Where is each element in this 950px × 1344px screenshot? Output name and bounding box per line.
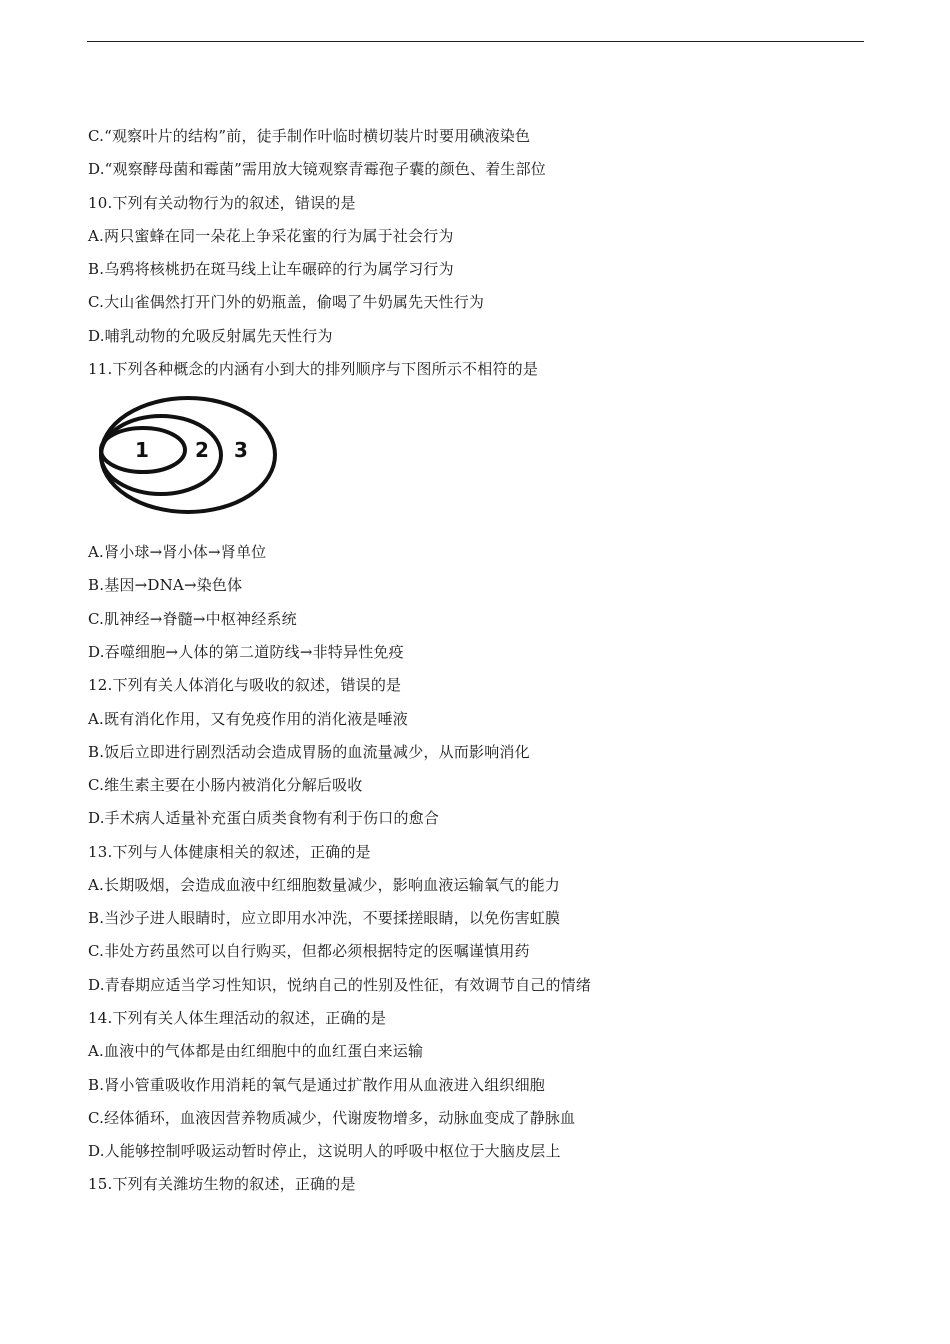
option-13c: C.非处方药虽然可以自行购买，但都必须根据特定的医嘱谨慎用药 xyxy=(88,942,530,960)
option-11d: D.吞噬细胞→人体的第二道防线→非特异性免疫 xyxy=(88,643,404,661)
ellipse-label-1: 1 xyxy=(135,438,149,462)
ellipse-label-3: 3 xyxy=(234,438,248,462)
option-11a: A.肾小球→肾小体→肾单位 xyxy=(88,543,267,561)
question-13: 13.下列与人体健康相关的叙述，正确的是 xyxy=(88,843,371,861)
question-10: 10.下列有关动物行为的叙述，错误的是 xyxy=(88,194,356,212)
option-14d: D.人能够控制呼吸运动暂时停止，这说明人的呼吸中枢位于大脑皮层上 xyxy=(88,1142,561,1160)
option-10c: C.大山雀偶然打开门外的奶瓶盖，偷喝了牛奶属先天性行为 xyxy=(88,293,485,311)
question-12: 12.下列有关人体消化与吸收的叙述，错误的是 xyxy=(88,676,402,694)
option-13a: A.长期吸烟，会造成血液中红细胞数量减少，影响血液运输氧气的能力 xyxy=(88,876,561,894)
option-14a: A.血液中的气体都是由红细胞中的血红蛋白来运输 xyxy=(88,1042,424,1060)
option-10a: A.两只蜜蜂在同一朵花上争采花蜜的行为属于社会行为 xyxy=(88,227,454,245)
question-14: 14.下列有关人体生理活动的叙述，正确的是 xyxy=(88,1009,387,1027)
question-11: 11.下列各种概念的内涵有小到大的排列顺序与下图所示不相符的是 xyxy=(88,360,539,378)
option-10b: B.乌鸦将核桃扔在斑马线上让车碾碎的行为属学习行为 xyxy=(88,260,454,278)
nested-ellipse-svg xyxy=(96,394,282,516)
header-rule xyxy=(87,41,864,42)
option-12a: A.既有消化作用，又有免疫作用的消化液是唾液 xyxy=(88,710,409,728)
option-9d: D.“观察酵母菌和霉菌”需用放大镜观察青霉孢子囊的颜色、着生部位 xyxy=(88,160,546,178)
option-13d: D.青春期应适当学习性知识，悦纳自己的性别及性征，有效调节自己的情绪 xyxy=(88,976,592,994)
question-15: 15.下列有关潍坊生物的叙述，正确的是 xyxy=(88,1175,356,1193)
option-14c: C.经体循环，血液因营养物质减少，代谢废物增多，动脉血变成了静脉血 xyxy=(88,1109,576,1127)
option-13b: B.当沙子进人眼睛时，应立即用水冲洗，不要揉搓眼睛，以免伤害虹膜 xyxy=(88,909,561,927)
option-12b: B.饭后立即进行剧烈活动会造成胃肠的血流量减少，从而影响消化 xyxy=(88,743,530,761)
option-11c: C.肌神经→脊髓→中枢神经系统 xyxy=(88,610,297,628)
nested-ellipse-diagram xyxy=(96,394,282,516)
option-12d: D.手术病人适量补充蛋白质类食物有利于伤口的愈合 xyxy=(88,809,440,827)
option-9c: C.“观察叶片的结构”前，徒手制作叶临时横切装片时要用碘液染色 xyxy=(88,127,531,145)
ellipse-label-2: 2 xyxy=(195,438,209,462)
option-11b: B.基因→DNA→染色体 xyxy=(88,576,243,594)
option-12c: C.维生素主要在小肠内被消化分解后吸收 xyxy=(88,776,363,794)
option-14b: B.肾小管重吸收作用消耗的氧气是通过扩散作用从血液进入组织细胞 xyxy=(88,1076,545,1094)
ellipse-3 xyxy=(101,398,275,512)
option-10d: D.哺乳动物的允吸反射属先天性行为 xyxy=(88,327,333,345)
